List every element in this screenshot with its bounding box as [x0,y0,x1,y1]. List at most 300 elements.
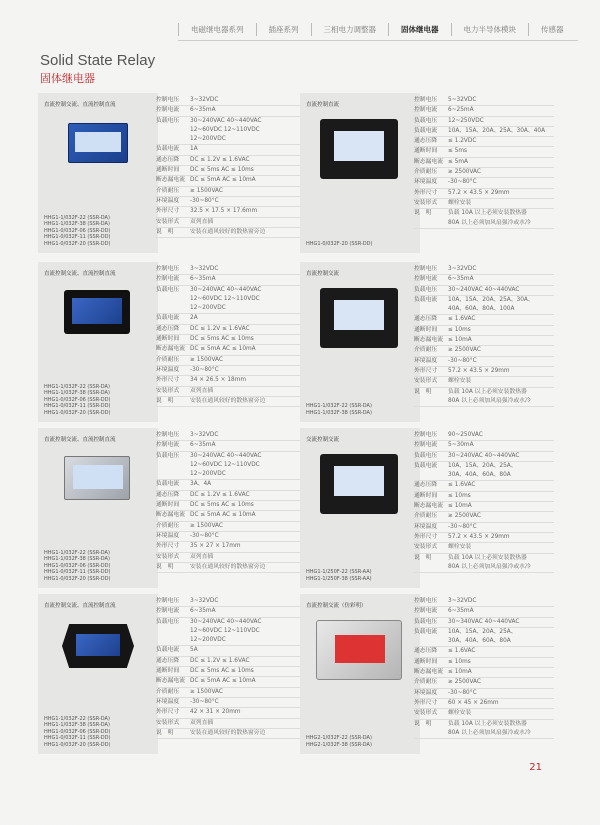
spec-key: 介质耐压 [414,513,438,520]
spec-key: 安装形式 [414,710,438,717]
spec-key: 负载电压 [414,452,438,459]
spec-row [156,501,306,511]
spec-key: 环境温度 [156,698,180,705]
spec-row [156,345,306,355]
page-title-cn: 固体继电器 [40,72,95,85]
spec-value: ≤ 1.6VAC [448,482,476,489]
spec-value: DC ≤ 1.2V ≤ 1.6VAC [190,491,250,498]
spec-row [414,523,554,533]
spec-value: 42 × 31 × 20mm [190,709,241,716]
spec-key: 通断时间 [156,502,180,509]
spec-row [414,597,554,607]
spec-value: 螺栓安装 [448,199,472,206]
spec-key: 断态漏电流 [414,158,443,165]
model-list: HHG1-1/032F-22 (SSR-DA) HHG1-1/032F-38 (SSR-DA) HHG1-0/032F-06 (SSR-DD) HHG1-0/032F-11 (SSR-DD) HHG1-0/032F-20 (SSR-DD) [44,214,111,247]
spec-value: -30~80°C [448,357,477,364]
spec-table [156,597,306,739]
spec-key: 断态漏电流 [156,177,185,184]
spec-value: 3~32VDC [448,598,477,604]
spec-key: 外形尺寸 [156,377,180,384]
spec-value: 10A、15A、20A、25A、 30A、40A、60A、80A [448,462,517,479]
spec-value: DC ≤ 5ms AC ≤ 10ms [190,167,254,174]
spec-value: 10A、15A、20A、25A、30A、 40A、60A、80A、100A [448,296,534,313]
spec-value: DC ≤ 5ms AC ≤ 10ms [190,668,254,675]
product-caption: 直流控制交流、直流控制直流 [44,271,116,277]
spec-key: 说 明 [414,720,432,727]
spec-key: 负载电压 [414,618,438,625]
spec-row [414,158,554,168]
spec-row [414,607,554,617]
spec-key: 环境温度 [414,179,438,186]
spec-value: 负载 10A 以上必须安装散热器 80A 以上必须加风扇强冷或水冷 [448,210,531,226]
spec-row [414,512,554,522]
spec-value: 57.2 × 43.5 × 29mm [448,189,510,196]
spec-value: -30~80°C [190,532,219,539]
spec-row [156,563,306,573]
spec-row [156,397,306,407]
spec-row [414,492,554,502]
model-list: HHG1-1/250F-22 (SSR-AA) HHG1-1/250F-38 (SSR-AA) [306,569,372,582]
spec-value: DC ≤ 5mA AC ≤ 10mA [190,678,256,685]
spec-row [156,522,306,532]
spec-row [414,618,554,628]
spec-row [414,720,554,740]
spec-row [156,480,306,490]
spec-value: ≤ 10mA [448,669,472,676]
spec-row [156,688,306,698]
spec-key: 负载电流 [414,462,438,469]
spec-value: 3~32VDC [190,432,219,438]
spec-row [414,96,554,106]
spec-row [414,481,554,491]
spec-key: 通态压降 [156,657,180,664]
spec-row [414,431,554,441]
spec-value: 双列直插 [190,719,214,726]
spec-row [156,719,306,729]
nav-tab[interactable]: 传感器 [528,23,576,36]
spec-value: ≤ 10mA [448,337,472,344]
spec-value: 6~35mA [190,442,216,449]
spec-key: 控制电流 [156,107,180,114]
spec-value: DC ≤ 1.2V ≤ 1.6VAC [190,657,250,664]
spec-value: 双列直插 [190,387,214,394]
spec-value: 6~35mA [190,276,216,283]
spec-key: 外形尺寸 [414,367,438,374]
spec-row [156,431,306,441]
spec-key: 控制电压 [156,97,180,103]
spec-key: 介质耐压 [156,187,180,194]
spec-value: 安装在通风较好的散热窗旁边 [190,729,266,736]
product-card [300,428,420,588]
spec-row [156,265,306,275]
spec-row [414,709,554,719]
spec-row [156,325,306,335]
spec-row [156,532,306,542]
product-caption: 直流控制交流（仿彩明） [306,603,367,609]
product-caption: 直流控制交流、直流控制直流 [44,102,116,108]
spec-key: 断态漏电流 [156,346,185,353]
spec-row [156,607,306,617]
spec-row [414,336,554,346]
spec-value: ≤ 1.6VAC [448,316,476,323]
spec-row [414,668,554,678]
spec-key: 负载电流 [156,146,180,153]
spec-key: 说 明 [156,563,174,570]
spec-value: 双列直插 [190,218,214,225]
spec-value: 90~250VAC [448,432,483,438]
spec-value: DC ≤ 5ms AC ≤ 10ms [190,502,254,509]
spec-key: 外形尺寸 [414,533,438,540]
spec-key: 环境温度 [414,689,438,696]
spec-value: 螺栓安装 [448,544,472,551]
spec-table [414,431,554,573]
spec-value: 螺栓安装 [448,710,472,717]
model-list: HHG1-1/032F-22 (SSR-DA) HHG1-1/032F-38 (SSR-DA) HHG1-0/032F-06 (SSR-DD) HHG1-0/032F-11 (SSR-DD) HHG1-0/032F-20 (SSR-DD) [44,383,111,416]
spec-row [156,366,306,376]
spec-key: 负载电流 [414,296,438,303]
spec-value: 35 × 27 × 17mm [190,543,241,550]
spec-row [156,376,306,386]
product-caption: 直流控制直流 [306,102,340,108]
spec-key: 环境温度 [156,366,180,373]
spec-key: 通态压降 [414,138,438,145]
spec-value: ≤ 10ms [448,326,471,333]
spec-key: 断态漏电流 [414,503,443,510]
spec-row [414,543,554,553]
spec-row [156,452,306,481]
nav-tab[interactable]: 电磁继电器系列 [178,23,256,36]
model-list: HHG1-1/032F-22 (SSR-DA) HHG1-1/032F-38 (SSR-DA) HHG1-0/032F-06 (SSR-DD) HHG1-0/032F-11 (SSR-DD) HHG1-0/032F-20 (SSR-DD) [44,715,111,748]
spec-row [414,147,554,157]
relay-image [64,456,130,500]
product-card [300,594,420,754]
spec-key: 通态压降 [156,156,180,163]
spec-value: 5~32VDC [448,97,477,103]
spec-key: 通态压降 [414,482,438,489]
product-card [38,262,158,422]
spec-key: 控制电压 [414,266,438,272]
relay-image [320,454,398,514]
spec-key: 介质耐压 [156,522,180,529]
spec-table [414,96,554,229]
product-caption: 直流控制交流、直流控制直流 [44,437,116,443]
spec-value: 30~240VAC 40~440VAC [448,286,520,293]
spec-row [156,207,306,217]
spec-value: 6~35mA [190,107,216,114]
relay-image [320,288,398,348]
spec-row [414,315,554,325]
spec-row [156,335,306,345]
spec-value: 负载 10A 以上必须安装散热器 80A 以上必须加风扇强冷或水冷 [448,554,531,570]
spec-key: 负载电压 [414,117,438,124]
spec-value: 1A [190,146,198,153]
spec-key: 通态压降 [156,325,180,332]
spec-row [156,314,306,324]
spec-row [414,296,554,316]
spec-row [156,542,306,552]
spec-table [156,431,306,573]
spec-value: DC ≤ 5mA AC ≤ 10mA [190,177,256,184]
spec-row [414,533,554,543]
spec-key: 说 明 [156,228,174,235]
spec-row [156,275,306,285]
spec-row [414,189,554,199]
spec-key: 说 明 [156,397,174,404]
spec-key: 负载电流 [414,127,438,134]
spec-table [414,597,554,739]
spec-key: 断态漏电流 [414,669,443,676]
spec-key: 负载电流 [156,647,180,654]
spec-key: 说 明 [414,388,432,395]
relay-image [68,123,128,163]
spec-key: 介质耐压 [414,169,438,176]
spec-value: 2A [190,315,198,322]
spec-value: 3~32VDC [190,97,219,103]
spec-key: 控制电流 [156,276,180,283]
spec-row [156,677,306,687]
relay-image [62,624,134,668]
spec-row [414,377,554,387]
spec-row [156,166,306,176]
spec-row [156,156,306,166]
product-card [38,594,158,754]
spec-value: 5A [190,647,198,654]
spec-row [414,286,554,296]
spec-value: 6~25mA [448,107,474,114]
spec-value: -30~80°C [448,689,477,696]
spec-key: 环境温度 [414,357,438,364]
spec-key: 控制电流 [414,442,438,449]
spec-key: 负载电压 [156,286,180,293]
spec-key: 控制电压 [156,598,180,604]
spec-key: 通断时间 [414,658,438,665]
spec-row [414,628,554,648]
nav-divider [178,40,578,41]
spec-key: 说 明 [414,210,432,217]
spec-key: 通态压降 [414,316,438,323]
spec-value: ≤ 1.2VDC [448,138,477,145]
spec-key: 负载电流 [156,315,180,322]
spec-value: ≤ 10ms [448,492,471,499]
spec-row [156,618,306,647]
spec-value: ≤ 1.6VAC [448,648,476,655]
nav-tab[interactable]: 插座系列 [256,23,311,36]
spec-key: 环境温度 [414,523,438,530]
spec-value: -30~80°C [448,523,477,530]
spec-row [156,387,306,397]
spec-value: DC ≤ 1.2V ≤ 1.6VAC [190,156,250,163]
spec-row [156,218,306,228]
spec-value: 32.5 × 17.5 × 17.6mm [190,208,258,215]
spec-row [156,698,306,708]
spec-key: 通断时间 [156,336,180,343]
spec-value: 10A、15A、20A、25A、 30A、40A、60A、80A [448,628,517,645]
model-list: HHG1-1/032F-22 (SSR-DA) HHG1-1/032F-38 (SSR-DA) [306,403,372,416]
spec-table [156,265,306,407]
product-card [38,428,158,588]
spec-value: 34 × 26.5 × 18mm [190,377,247,384]
spec-row [156,708,306,718]
page-number: 21 [529,762,542,773]
spec-key: 控制电压 [414,97,438,103]
spec-row [156,646,306,656]
product-card [38,93,158,253]
spec-key: 介质耐压 [414,347,438,354]
spec-value: 60 × 45 × 26mm [448,699,499,706]
spec-key: 控制电压 [156,266,180,272]
category-nav [178,18,578,40]
spec-row [156,729,306,739]
spec-value: 3~32VDC [448,266,477,272]
spec-value: DC ≤ 5mA AC ≤ 10mA [190,512,256,519]
spec-value: -30~80°C [190,366,219,373]
spec-key: 安装形式 [156,218,180,225]
spec-value: ≥ 2500VAC [448,347,481,354]
spec-value: ≥ 1500VAC [190,187,223,194]
spec-key: 安装形式 [414,378,438,385]
spec-key: 负载电压 [156,452,180,459]
spec-row [156,117,306,146]
product-caption: 直流控制交流、直流控制直流 [44,603,116,609]
spec-row [414,502,554,512]
spec-key: 安装形式 [156,719,180,726]
spec-row [414,137,554,147]
spec-key: 负载电流 [156,481,180,488]
spec-row [414,699,554,709]
spec-row [414,199,554,209]
spec-value: 6~35mA [448,276,474,283]
spec-key: 通态压降 [414,648,438,655]
spec-row [156,441,306,451]
spec-value: -30~80°C [190,698,219,705]
spec-value: 安装在通风较好的散热窗旁边 [190,228,266,235]
spec-value: ≥ 2500VAC [448,513,481,520]
spec-value: -30~80°C [190,197,219,204]
spec-row [156,657,306,667]
spec-row [156,511,306,521]
spec-value: 12~250VDC [448,117,484,124]
spec-row [414,441,554,451]
spec-row [414,178,554,188]
spec-key: 控制电流 [156,442,180,449]
spec-key: 控制电流 [414,276,438,283]
spec-key: 介质耐压 [414,679,438,686]
spec-row [414,209,554,229]
spec-key: 通态压降 [156,491,180,498]
spec-key: 通断时间 [414,326,438,333]
spec-value: 30~340VAC 40~440VAC [448,618,520,625]
spec-value: ≤ 10mA [448,503,472,510]
spec-row [156,106,306,116]
spec-row [414,554,554,574]
spec-row [156,145,306,155]
spec-row [414,367,554,377]
spec-table [156,96,306,238]
spec-row [414,326,554,336]
spec-key: 介质耐压 [156,688,180,695]
spec-value: -30~80°C [448,179,477,186]
spec-value: 10A、15A、20A、25A、30A、40A [448,127,546,134]
spec-row [156,197,306,207]
spec-key: 安装形式 [156,387,180,394]
spec-value: ≤ 5ms [448,148,468,155]
spec-value: ≤ 5mA [448,158,469,165]
spec-key: 负载电压 [156,117,180,124]
spec-key: 外形尺寸 [414,699,438,706]
nav-tab[interactable]: 三相电力调整器 [311,23,389,36]
spec-key: 负载电压 [156,618,180,625]
spec-key: 环境温度 [156,197,180,204]
spec-key: 控制电流 [414,107,438,114]
spec-row [414,452,554,462]
spec-row [156,286,306,315]
spec-key: 通断时间 [156,668,180,675]
spec-row [414,168,554,178]
spec-key: 外形尺寸 [156,709,180,716]
nav-tab[interactable]: 电力半导体模块 [451,23,529,36]
spec-value: 负载 10A 以上必须安装散热器 80A 以上必须加风扇强冷或水冷 [448,388,531,404]
spec-row [156,597,306,607]
spec-value: 30~240VAC 40~440VAC 12~60VDC 12~110VDC 12~200VDC [190,452,262,478]
spec-row [156,491,306,501]
spec-key: 安装形式 [414,199,438,206]
spec-value: ≤ 10ms [448,658,471,665]
nav-tab-active[interactable]: 固体继电器 [388,23,451,36]
spec-row [414,275,554,285]
spec-key: 控制电压 [414,432,438,438]
spec-key: 安装形式 [156,553,180,560]
spec-value: ≥ 1500VAC [190,688,223,695]
spec-key: 负载电流 [414,628,438,635]
spec-row [156,176,306,186]
product-card [300,262,420,422]
spec-value: ≥ 1500VAC [190,356,223,363]
spec-row [414,658,554,668]
spec-value: 3~32VDC [190,266,219,272]
spec-key: 安装形式 [414,544,438,551]
spec-value: 3A、4A [190,481,212,488]
product-caption: 交流控制交流 [306,437,340,443]
spec-value: 6~35mA [190,608,216,615]
spec-value: 安装在通风较好的散热窗旁边 [190,397,266,404]
spec-value: 螺栓安装 [448,378,472,385]
spec-value: 负载 10A 以上必须安装散热器 80A 以上必须加风扇强冷或水冷 [448,720,531,736]
model-list: HHG2-1/032F-22 (SSR-DA) HHG2-1/032F-38 (SSR-DA) [306,735,372,748]
spec-row [414,127,554,137]
relay-image [316,620,402,680]
spec-row [156,228,306,238]
spec-key: 外形尺寸 [156,543,180,550]
spec-key: 通断时间 [414,492,438,499]
spec-row [414,388,554,408]
spec-value: ≥ 2500VAC [448,169,481,176]
model-list: HHG1-1/032F-22 (SSR-DA) HHG1-1/032F-38 (SSR-DA) HHG1-0/032F-06 (SSR-DD) HHG1-0/032F-11 (SSR-DD) HHG1-0/032F-20 (SSR-DD) [44,549,111,582]
spec-row [414,678,554,688]
spec-value: 57.2 × 43.5 × 29mm [448,533,510,540]
spec-value: ≥ 2500VAC [448,679,481,686]
relay-image [320,119,398,179]
spec-value: 6~35mA [448,608,474,615]
spec-value: 5~30mA [448,442,474,449]
spec-row [414,265,554,275]
spec-value: DC ≤ 1.2V ≤ 1.6VAC [190,325,250,332]
spec-row [414,357,554,367]
spec-key: 通断时间 [156,167,180,174]
spec-row [414,106,554,116]
spec-row [156,356,306,366]
spec-key: 外形尺寸 [156,208,180,215]
spec-key: 介质耐压 [156,356,180,363]
